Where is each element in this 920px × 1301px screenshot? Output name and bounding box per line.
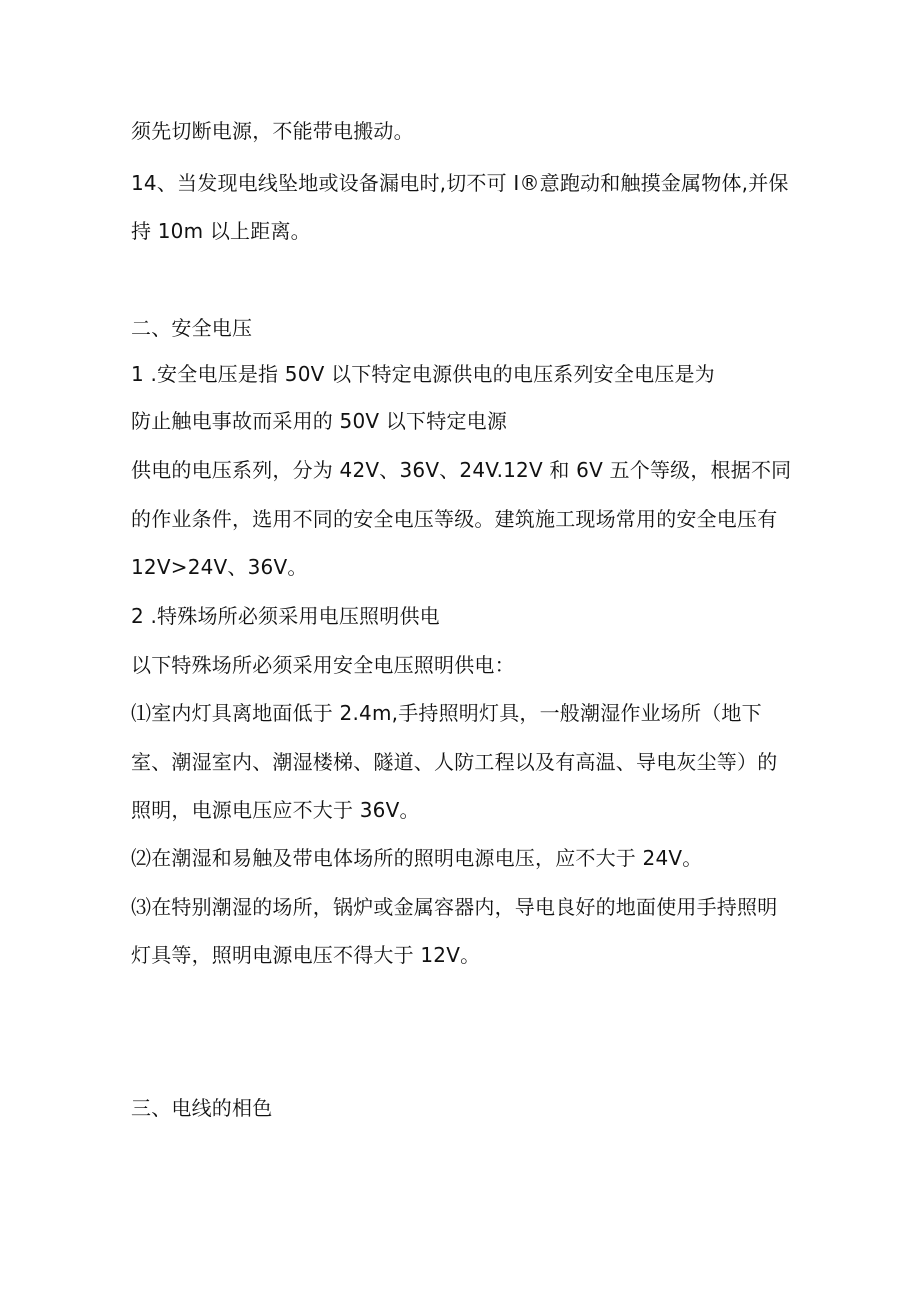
section-2-p1-line-1: 1 .安全电压是指 50V 以下特定电源供电的电压系列安全电压是为: [131, 362, 715, 386]
clause-1-line-2: 室、潮湿室内、潮湿楼梯、隧道、人防工程以及有高温、导电灰尘等）的: [131, 750, 778, 774]
section-2-p1-line-3: 供电的电压系列，分为 42V、36V、24V.12V 和 6V 五个等级，根据不同: [131, 458, 792, 482]
section-2-heading: 二、安全电压: [131, 316, 253, 340]
clause-3-line-2: 灯具等，照明电源电压不得大于 12V。: [131, 943, 481, 967]
section-2-p1-line-2: 防止触电事故而采用的 50V 以下特定电源: [131, 409, 508, 433]
section-3-heading: 三、电线的相色: [131, 1096, 273, 1120]
section-2-p2-intro: 以下特殊场所必须采用安全电压照明供电：: [131, 653, 515, 677]
section-2-p1-line-4: 的作业条件，选用不同的安全电压等级。建筑施工现场常用的安全电压有: [131, 507, 778, 531]
clause-1-line-3: 照明，电源电压应不大于 36V。: [131, 798, 420, 822]
section-2-p2-title: 2 .特殊场所必须采用电压照明供电: [131, 604, 440, 628]
clause-1-line-1: ⑴室内灯具离地面低于 2.4m,手持照明灯具，一般潮湿作业场所（地下: [131, 701, 762, 725]
clause-3-line-1: ⑶在特别潮湿的场所，锅炉或金属容器内，导电良好的地面使用手持照明: [131, 895, 778, 919]
item-14-line-2: 持 10m 以上距离。: [131, 219, 311, 243]
continuation-text: 须先切断电源，不能带电搬动。: [131, 119, 414, 143]
item-14-line-1: 14、当发现电线坠地或设备漏电时,切不可 I®意跑动和触摸金属物体,并保: [131, 171, 789, 195]
section-2-p1-line-5: 12V>24V、36V。: [131, 555, 308, 579]
clause-2-line-1: ⑵在潮湿和易触及带电体场所的照明电源电压，应不大于 24V。: [131, 846, 703, 870]
